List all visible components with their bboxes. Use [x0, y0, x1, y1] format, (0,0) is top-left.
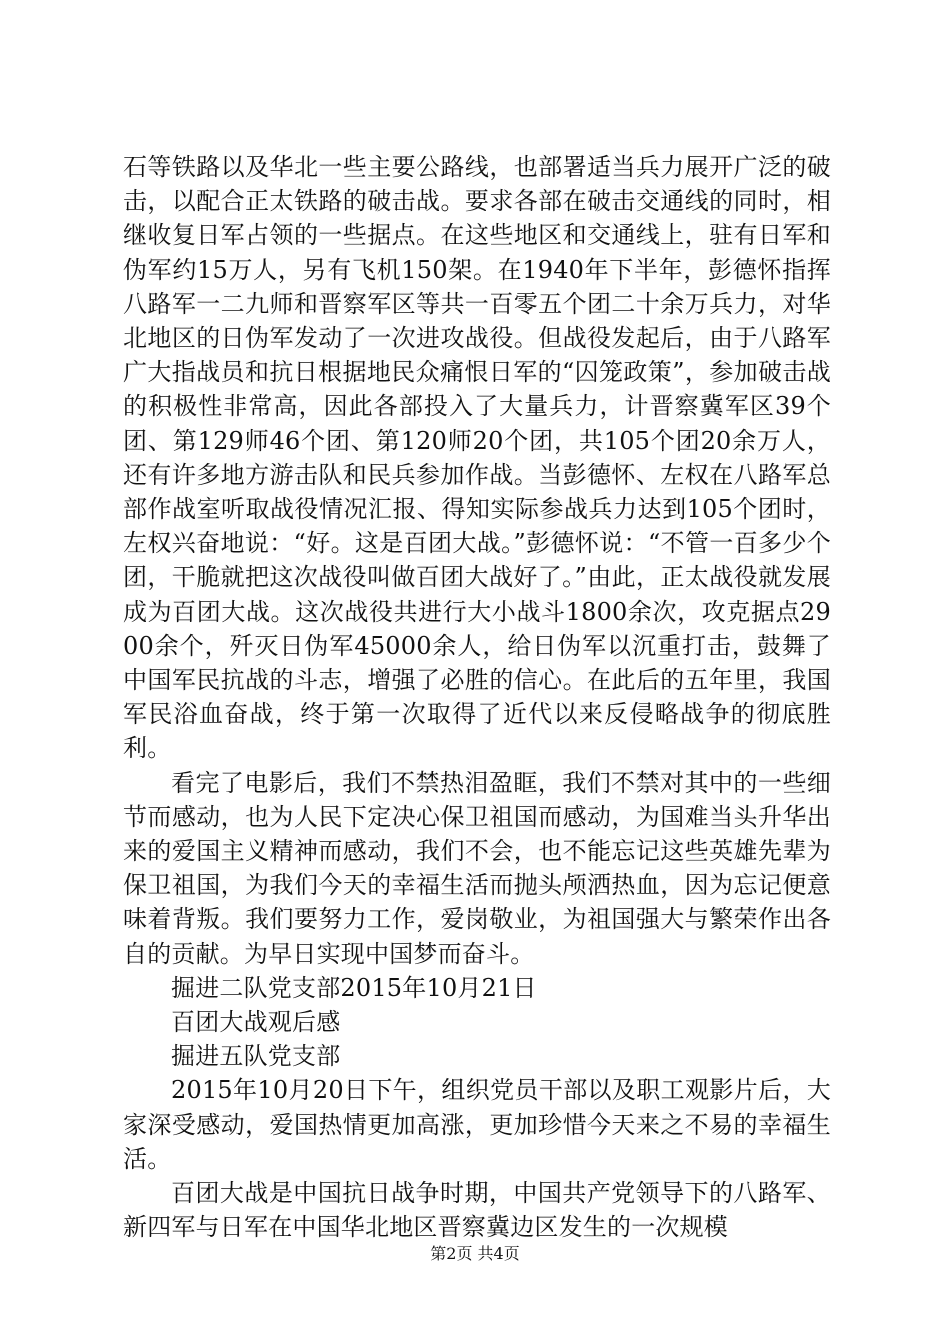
- paragraph: 百团大战是中国抗日战争时期，中国共产党领导下的八路军、新四军与日军在中国华北地区晋察冀边区发生的一次规模: [123, 1179, 831, 1242]
- page-number: 第2页 共4页: [430, 1244, 520, 1263]
- document-body: [123, 150, 831, 1245]
- paragraph: 2015年10月20日下午，组织党员干部以及职工观影片后，大家深受感动，爱国热情更加高涨，更加珍惜今天来之不易的幸福生活。: [123, 1076, 831, 1173]
- author-line: 掘进五队党支部: [171, 1042, 341, 1071]
- paragraph: 看完了电影后，我们不禁热泪盈眶，我们不禁对其中的一些细节而感动，也为人民下定决心保卫祖国而感动，为国难当头升华出来的爱国主义精神而感动，我们不会，也不能忘记这些英雄先辈为保卫祖国，为我们今天的幸福生活而抛头颅洒热血，因为忘记便意味着背叛。我们要努力工作，爱岗敬业，为祖国强大与繁荣作出各自的贡献。为早日实现中国梦而奋斗。: [123, 768, 831, 968]
- signature-line: 掘进二队党支部2015年10月21日: [171, 973, 537, 1002]
- paragraph: 石等铁路以及华北一些主要公路线，也部署适当兵力展开广泛的破击，以配合正太铁路的破击战。要求各部在破击交通线的同时，相继收复日军占领的一些据点。在这些地区和交通线上，驻有日军和伪军约15万人，另有飞机150架。在1940年下半年，彭德怀指挥八路军一二九师和晋察军区等共一百零五个团二十余万兵力，对华北地区的日伪军发动了一次进攻战役。但战役发起后，由于八路军广大指战员和抗日根据地民众痛恨日军的“囚笼政策”，参加破击战的积极性非常高，因此各部投入了大量兵力，计晋察冀军区39个团、第129师46个团、第120师20个团，共105个团20余万人，还有许多地方游击队和民兵参加作战。当彭德怀、左权在八路军总部作战室听取战役情况汇报、得知实际参战兵力达到105个团时，左权兴奋地说：“好。这是百团大战。”彭德怀说：“不管一百多少个团，干脆就把这次战役叫做百团大战好了。”由此，正太战役就发展成为百团大战。这次战役共进行大小战斗1800余次，攻克据点2900余个，歼灭日伪军45000余人，给日伪军以沉重打击，鼓舞了中国军民抗战的斗志，增强了必胜的信心。在此后的五年里，我国军民浴血奋战，终于第一次取得了近代以来反侵略战争的彻底胜利。: [123, 153, 831, 763]
- section-title: 百团大战观后感: [171, 1008, 341, 1037]
